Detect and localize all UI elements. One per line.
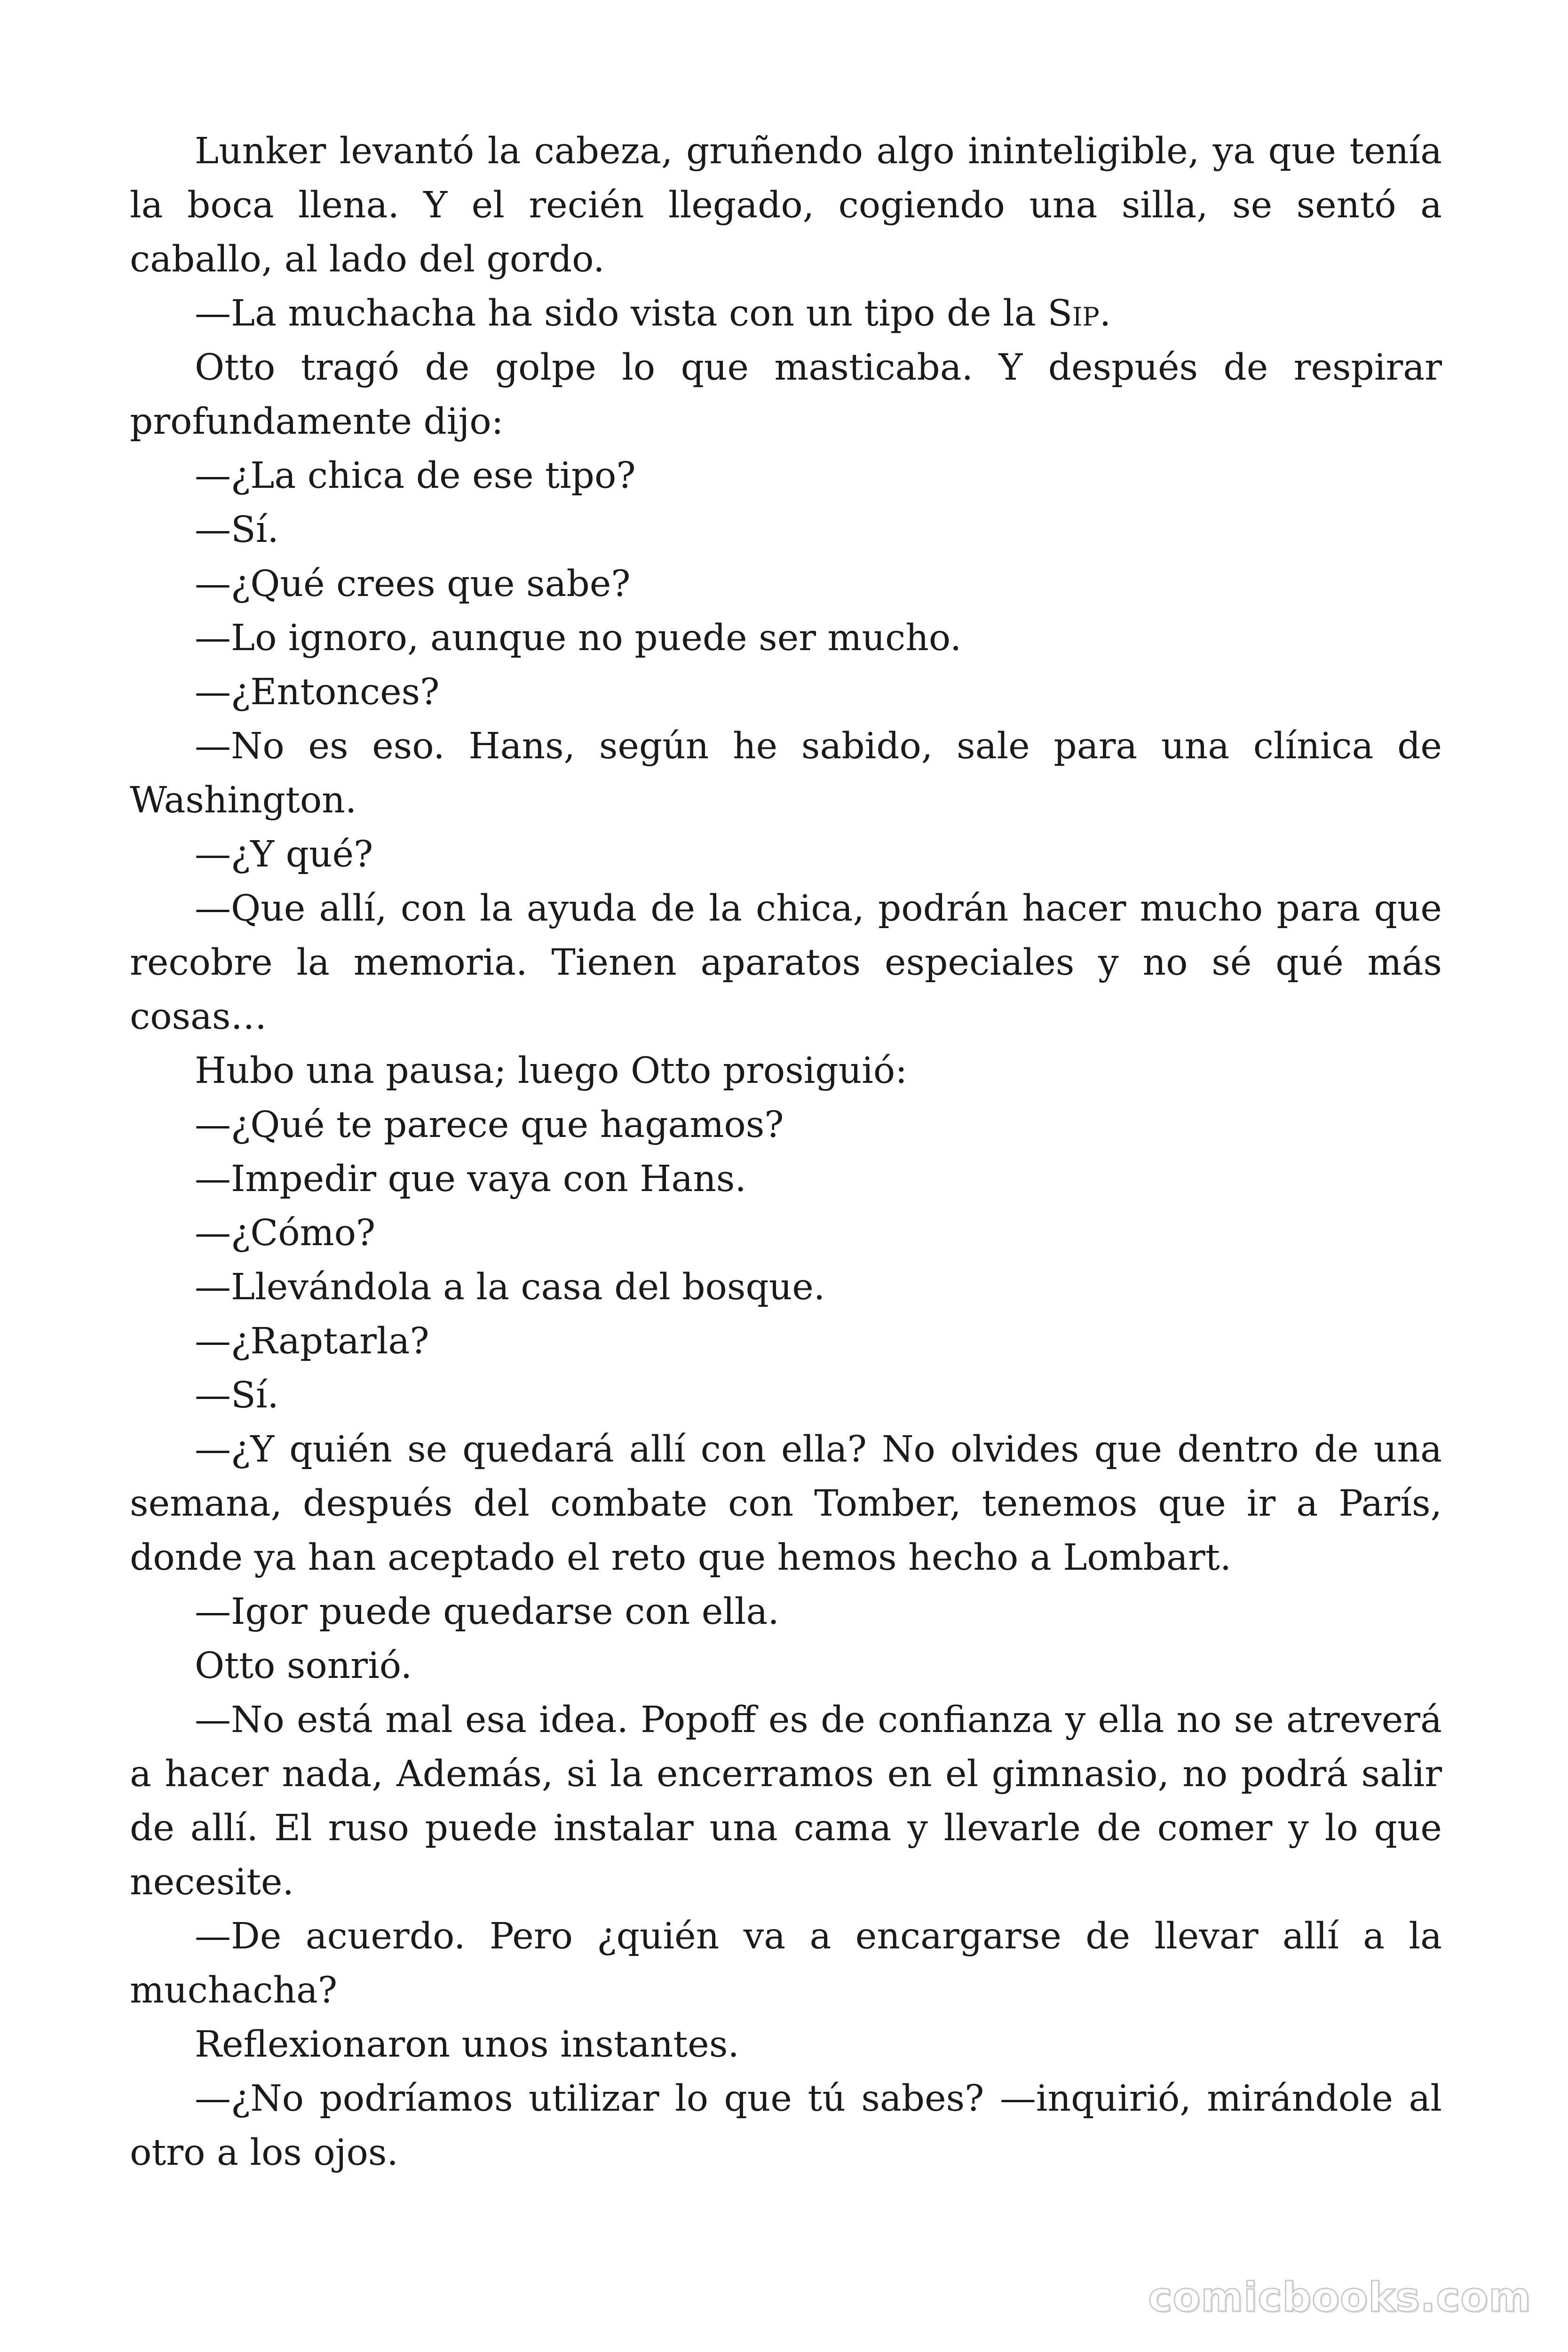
paragraph-16: —Llevándola a la casa del bosque. bbox=[195, 1266, 825, 1308]
paragraph-2-period: . bbox=[1099, 293, 1111, 334]
paragraph-11: —Que allí, con la ayuda de la chica, podrán hacer mucho para que recobre la memoria. Tienen aparatos especiales y no sé qué más cosas… bbox=[130, 888, 1442, 1038]
paragraph-8: —¿Entonces? bbox=[195, 671, 440, 713]
paragraph-25: —¿No podríamos utilizar lo que tú sabes? —inquirió, mirándole al otro a los ojos. bbox=[130, 2078, 1442, 2174]
paragraph-10: —¿Y qué? bbox=[195, 834, 373, 875]
paragraph-9: —No es eso. Hans, según he sabido, sale para una clínica de Washington. bbox=[130, 725, 1442, 821]
book-page-text bbox=[130, 124, 1442, 2180]
paragraph-7: —Lo ignoro, aunque no puede ser mucho. bbox=[195, 617, 962, 659]
paragraph-22: —No está mal esa idea. Popoff es de confianza y ella no se atreverá a hacer nada, Además, si la encerramos en el gimnasio, no podrá salir de allí. El ruso puede instalar una cama y llevarle de comer y lo que necesite. bbox=[130, 1699, 1442, 1903]
paragraph-23: —De acuerdo. Pero ¿quién va a encargarse de llevar allí a la muchacha? bbox=[130, 1915, 1442, 2011]
paragraph-24: Reflexionaron unos instantes. bbox=[195, 2024, 739, 2066]
paragraph-14: —Impedir que vaya con Hans. bbox=[195, 1158, 746, 1200]
paragraph-2-text: —La muchacha ha sido vista con un tipo de la bbox=[195, 293, 1048, 334]
paragraph-17: —¿Raptarla? bbox=[195, 1320, 429, 1362]
paragraph-4: —¿La chica de ese tipo? bbox=[195, 455, 636, 497]
paragraph-13: —¿Qué te parece que hagamos? bbox=[195, 1104, 784, 1146]
paragraph-5: —Sí. bbox=[195, 509, 279, 551]
paragraph-6: —¿Qué crees que sabe? bbox=[195, 563, 631, 605]
paragraph-15: —¿Cómo? bbox=[195, 1212, 376, 1254]
paragraph-12: Hubo una pausa; luego Otto prosiguió: bbox=[195, 1050, 908, 1092]
paragraph-19: —¿Y quién se quedará allí con ella? No olvides que dentro de una semana, después del combate con Tomber, tenemos que ir a París, donde ya han aceptado el reto que hemos hecho a Lombart. bbox=[130, 1429, 1442, 1579]
site-watermark: comicbooks.com bbox=[1148, 2274, 1531, 2321]
paragraph-20: —Igor puede quedarse con ella. bbox=[195, 1591, 779, 1633]
sip-acronym: Sip bbox=[1047, 293, 1100, 334]
paragraph-2 bbox=[130, 286, 1442, 341]
paragraph-18: —Sí. bbox=[195, 1375, 279, 1416]
paragraph-21: Otto sonrió. bbox=[195, 1645, 412, 1687]
paragraph-1: Lunker levantó la cabeza, gruñendo algo ininteligible, ya que tenía la boca llena. Y el recién llegado, cogiendo una silla, se sentó a caballo, al lado del gordo. bbox=[130, 130, 1442, 280]
paragraph-3: Otto tragó de golpe lo que masticaba. Y después de respirar profundamente dijo: bbox=[130, 347, 1442, 443]
